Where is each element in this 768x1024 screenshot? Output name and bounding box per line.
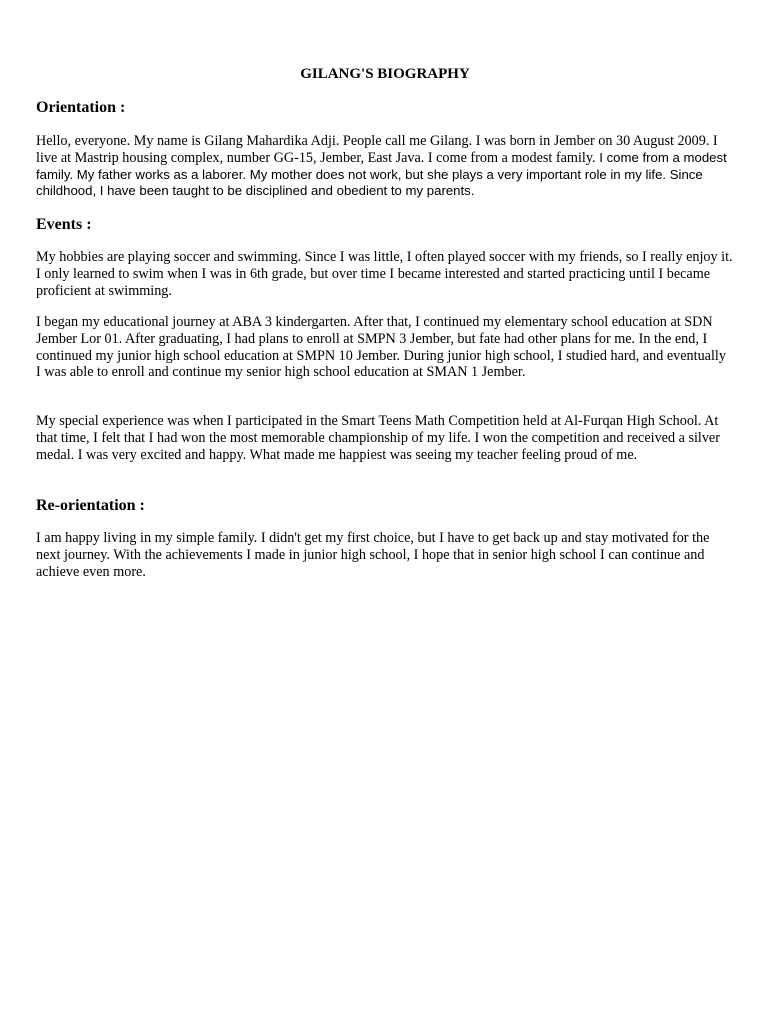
document-title: GILANG'S BIOGRAPHY [300,66,470,82]
events-paragraph-hobbies: My hobbies are playing soccer and swimming. Since I was little, I often played soccer with my friends, so I really enjoy it. I only learned to swim when I was in 6th grade, but over time I became interested and started practicing until I became proficient at swimming. [36,249,733,299]
events-heading: Events : [36,216,92,233]
orientation-paragraph [36,133,734,200]
orientation-text-serif: Hello, everyone. My name is Gilang Mahardika Adji. People call me Gilang. I was born in Jember on 30 August 2009. I live at Mastrip housing complex, number GG-15, Jember, East Java. I come from a modest family. [36,133,718,166]
events-paragraph-experience: My special experience was when I participated in the Smart Teens Math Competition held at Al-Furqan High School. At that time, I felt that I had won the most memorable championship of my life. I won the competition and received a silver medal. I was very excited and happy. What made me happiest was seeing my teacher feeling proud of me. [36,413,720,463]
orientation-heading: Orientation : [36,99,126,116]
orientation-text-sans: I come from a modest family. My father works as a laborer. My mother does not work, but she plays a very important role in my life. Since childhood, I have been taught to be disciplined and obedient to my parents. [36,149,727,199]
reorientation-paragraph: I am happy living in my simple family. I didn't get my first choice, but I have to get back up and stay motivated for the next journey. With the achievements I made in junior high school, I hope that in senior high school I can continue and achieve even more. [36,530,710,580]
reorientation-heading: Re-orientation : [36,497,145,514]
events-paragraph-education: I began my educational journey at ABA 3 kindergarten. After that, I continued my elementary school education at SDN Jember Lor 01. After graduating, I had plans to enroll at SMPN 3 Jember, but fate had other plans for me. In the end, I continued my junior high school education at SMPN 10 Jember. During junior high school, I studied hard, and eventually I was able to enroll and continue my senior high school education at SMAN 1 Jember. [36,314,726,381]
